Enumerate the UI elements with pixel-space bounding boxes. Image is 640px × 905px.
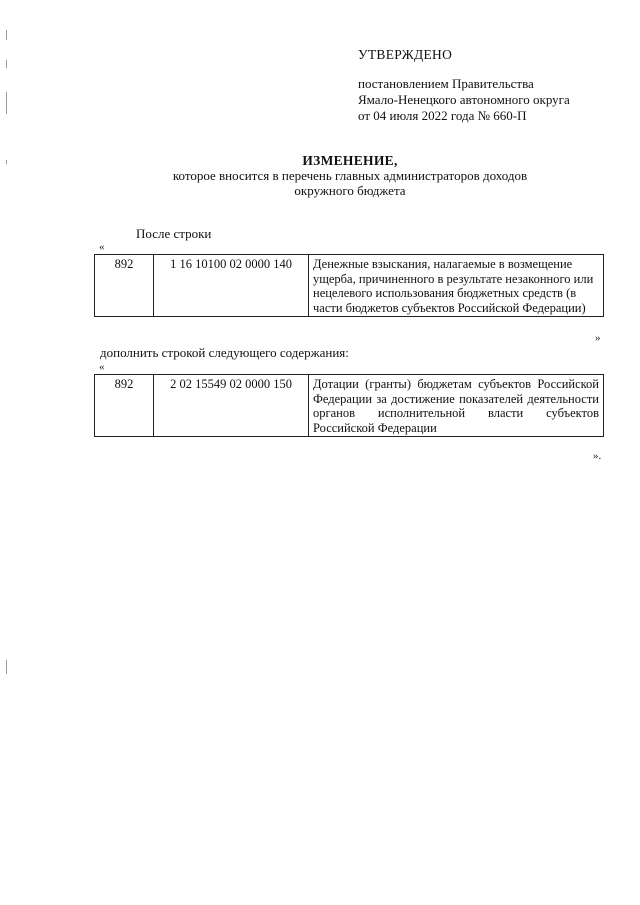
kbk-cell: 2 02 15549 02 0000 150 (154, 375, 309, 437)
approval-block (358, 47, 618, 124)
open-quote: « (99, 361, 105, 373)
intro-text: После строки (136, 226, 212, 241)
scan-mark (6, 92, 7, 114)
heading-subtitle-line: окружного бюджета (294, 183, 406, 198)
scan-mark (6, 160, 7, 164)
scan-mark (6, 660, 7, 674)
addition-text: дополнить строкой следующего содержания: (100, 345, 349, 360)
admin-code-cell: 892 (95, 375, 154, 437)
heading-title: ИЗМЕНЕНИЕ, (302, 153, 398, 168)
close-quote: » (595, 332, 601, 344)
scan-mark (6, 60, 7, 68)
close-quote: ». (593, 450, 602, 462)
approval-line: постановлением Правительства (358, 76, 534, 91)
added-row-table (94, 374, 604, 437)
document-heading (100, 153, 600, 198)
approval-line: от 04 июля 2022 года № 660-П (358, 108, 527, 123)
open-quote: « (99, 241, 105, 253)
admin-code-cell: 892 (95, 255, 154, 317)
existing-row-table (94, 254, 604, 317)
table-row (95, 375, 604, 437)
approval-line: Ямало-Ненецкого автономного округа (358, 92, 570, 107)
table-row (95, 255, 604, 317)
kbk-cell: 1 16 10100 02 0000 140 (154, 255, 309, 317)
heading-subtitle-line: которое вносится в перечень главных администраторов доходов (172, 168, 528, 183)
income-name-cell: Дотации (гранты) бюджетам субъектов Российской Федерации за достижение показателей деятельности органов исполнительной власти субъектов Российской Федерации (309, 375, 604, 437)
scan-mark (6, 30, 7, 40)
income-name-cell: Денежные взыскания, налагаемые в возмещение ущерба, причиненного в результате незаконного или нецелевого использования бюджетных средств (в части бюджетов субъектов Российской Федерации) (309, 255, 604, 317)
approval-title: УТВЕРЖДЕНО (358, 47, 453, 62)
